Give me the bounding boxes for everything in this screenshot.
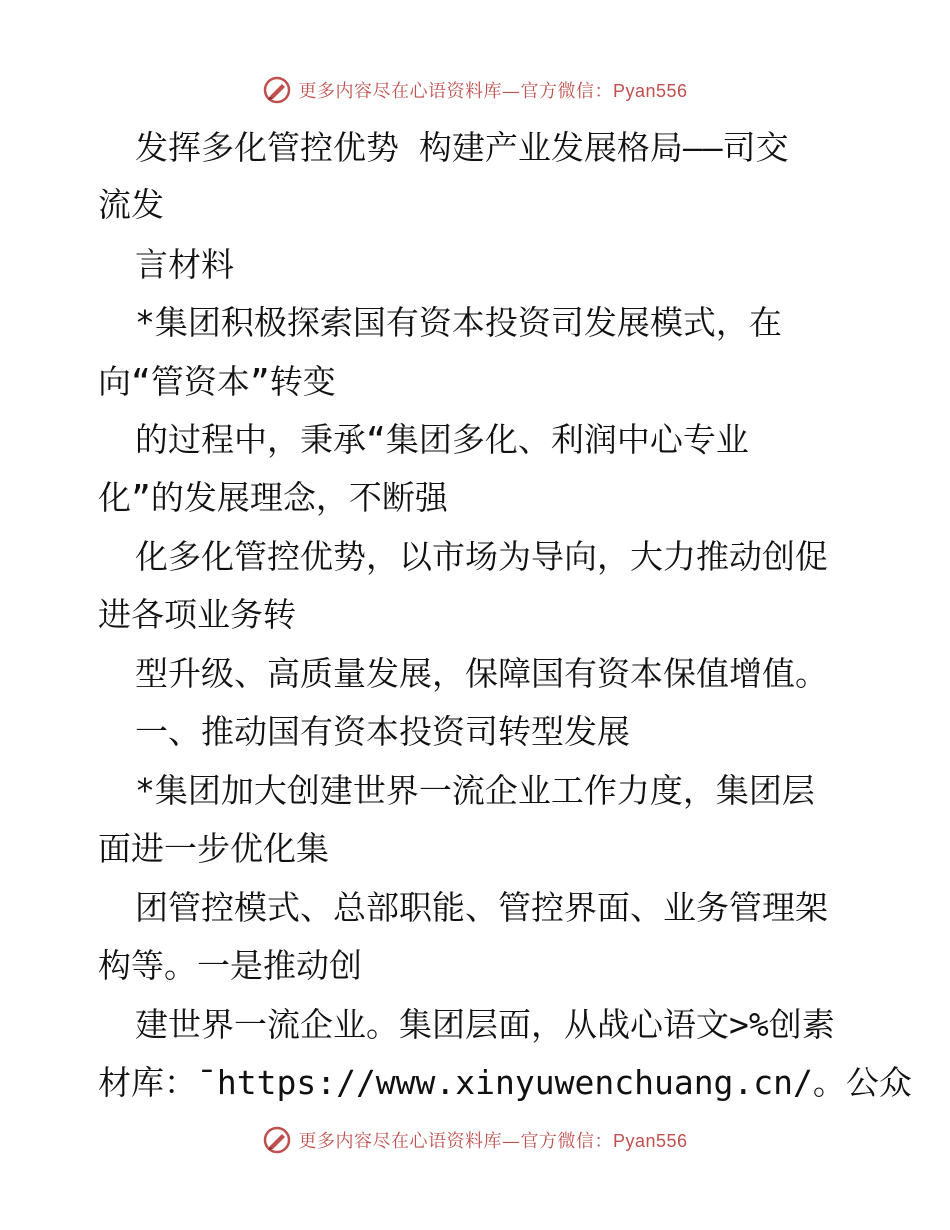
text-line: 材库：¯https://www.xinyuwenchuang.cn/。公众 xyxy=(98,1063,912,1102)
text-line: 面进一步优化集 xyxy=(98,829,329,868)
pen-logo-icon xyxy=(262,1125,292,1155)
text-line: 言材料 xyxy=(135,245,234,284)
watermark-wechat: Pyan556 xyxy=(612,1131,688,1151)
footer-watermark xyxy=(0,1120,950,1160)
text-line: 化”的发展理念，不断强 xyxy=(98,478,448,517)
text-line: 型升级、高质量发展，保障国有资本保值增值。 xyxy=(135,654,828,693)
text-line: 的过程中，秉承“集团多化、利润中心专业 xyxy=(135,420,749,459)
text-line: 建世界一流企业。集团层面，从战心语文>%创素 xyxy=(135,1005,835,1044)
watermark-text: 更多内容尽在心语资料库—官方微信：Pyan556 xyxy=(298,1131,688,1152)
text-line: *集团加大创建世界一流企业工作力度，集团层 xyxy=(135,771,815,810)
text-line: 构等。一是推动创 xyxy=(98,946,362,985)
text-line: 进各项业务转 xyxy=(98,595,296,634)
title-line-1: 发挥多化管控优势 构建产业发展格局——司交 xyxy=(135,128,789,167)
title-line-2: 流发 xyxy=(98,185,164,224)
text-line: 化多化管控优势，以市场为导向，大力推动创促 xyxy=(135,537,828,576)
watermark-wechat: Pyan556 xyxy=(612,81,688,101)
watermark-text: 更多内容尽在心语资料库—官方微信：Pyan556 xyxy=(298,81,688,102)
section-heading: 一、推动国有资本投资司转型发展 xyxy=(135,712,630,751)
text-line: *集团积极探索国有资本投资司发展模式，在 xyxy=(135,303,782,342)
text-line: 团管控模式、总部职能、管控界面、业务管理架 xyxy=(135,888,828,927)
text-line: 向“管资本”转变 xyxy=(98,362,336,401)
